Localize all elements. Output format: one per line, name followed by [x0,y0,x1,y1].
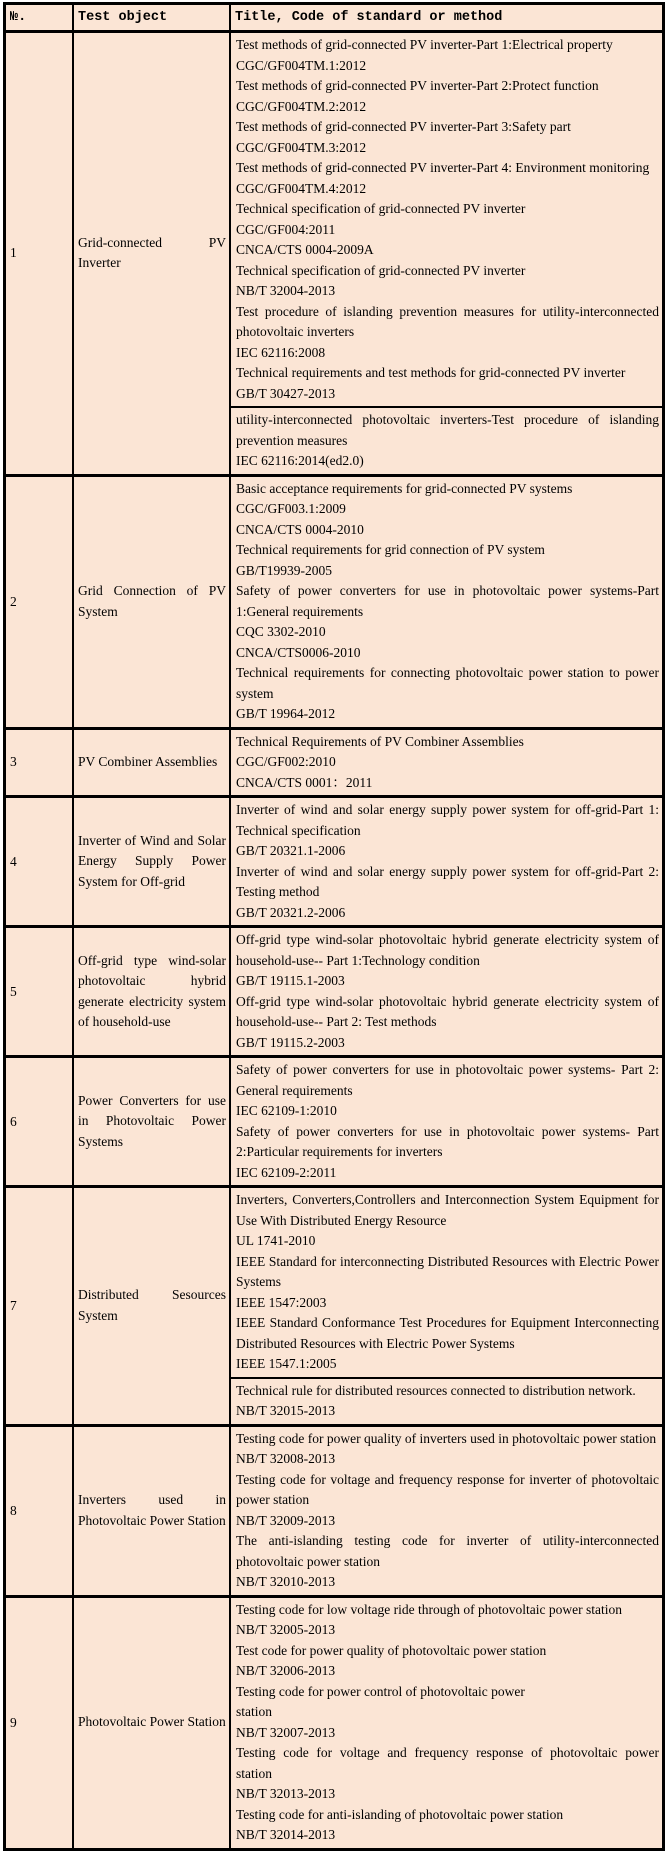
standard-line: IEC 62109-2:2011 [236,1164,337,1180]
standard-line: CGC/GF002:2010 [236,754,336,769]
standard-line: NB/T 32010-2013 [236,1574,336,1589]
standard-line: Safety of power converters for use in photovoltaic power systems-Part 1:General requirements [236,583,659,619]
row-number-cell: 2 [5,475,74,728]
test-object-cell: Grid-connected PV Inverter [73,32,230,476]
standards-cell [230,407,664,475]
test-object-cell: Photovoltaic Power Station [73,1596,230,1849]
standard-line: Inverter of wind and solar energy supply power system for off-grid-Part 1: Technical specification [236,802,659,838]
table-row [5,728,664,797]
standard-line: NB/T 32013-2013 [236,1786,336,1801]
table-row [5,797,664,927]
standard-line: Technical rule for distributed resources connected to distribution network. [236,1382,636,1398]
standards-cell [230,1596,664,1849]
row-number-cell: 8 [5,1425,74,1596]
standard-line: Testing code for voltage and frequency response for inverter of photovoltaic power station [236,1471,659,1507]
standard-line: UL 1741-2010 [236,1233,316,1248]
standards-cell [230,728,664,797]
standard-line: Technical Requirements of PV Combiner Assemblies [236,733,524,749]
standards-table [3,2,665,1851]
standard-line: NB/T 32005-2013 [236,1622,336,1637]
standard-line: Test methods of grid-connected PV inverter-Part 2:Protect function [236,78,599,93]
standard-line: Testing code for low voltage ride through of photovoltaic power station [236,1601,622,1617]
standard-line: utility-interconnected photovoltaic inverters-Test procedure of islanding prevention measures [236,412,659,448]
standards-cell [230,927,664,1057]
standard-line: GB/T 30427-2013 [236,385,336,401]
standard-line: NB/T 32004-2013 [236,283,336,298]
standard-line: CQC 3302-2010 [236,624,326,639]
standard-line: CGC/GF004TM.2:2012 [236,98,367,114]
test-object-cell: PV Combiner Assemblies [73,728,230,797]
standard-line: Safety of power converters for use in photovoltaic power systems- Part 2:Particular requirements for inverters [236,1123,659,1159]
table-row [5,1425,664,1596]
standard-line: Basic acceptance requirements for grid-connected PV systems [236,480,573,496]
table-row [5,927,664,1057]
table-header-row [5,4,664,32]
standard-line: Testing code for power quality of inverters used in photovoltaic power station [236,1430,657,1446]
table-row [5,1057,664,1187]
standards-table-body [5,32,664,1850]
standard-line: IEC 62109-1:2010 [236,1103,337,1118]
standard-line: Off-grid type wind-solar photovoltaic hybrid generate electricity system of household-use-- Part 2: Test methods [236,993,659,1029]
standards-cell [230,32,664,408]
standard-line: GB/T19939-2005 [236,562,332,578]
table-row [5,1596,664,1849]
standard-line: IEC 62116:2008 [236,344,326,360]
standard-line: GB/T 19115.1-2003 [236,973,345,988]
row-number-cell: 9 [5,1596,74,1849]
standard-line: CGC/GF004:2011 [236,221,336,237]
standard-line: IEEE 1547:2003 [236,1294,327,1310]
table-row [5,32,664,408]
standards-document [3,2,665,1851]
standard-line: IEC 62116:2014(ed2.0) [236,453,364,468]
header-test-object: Test object [73,4,230,32]
standards-cell [230,797,664,927]
standard-line: station [236,1704,272,1719]
standards-cell [230,475,664,728]
standard-line: GB/T 19115.2-2003 [236,1034,345,1050]
row-number-cell: 6 [5,1057,74,1187]
test-object-cell: Distributed Sesources System [73,1187,230,1426]
standard-line: CGC/GF004TM.3:2012 [236,139,367,155]
standard-line: NB/T 32006-2013 [236,1663,336,1678]
standard-line: Test code for power quality of photovoltaic power station [236,1642,547,1658]
standard-line: Test procedure of islanding prevention measures for utility-interconnected photovoltaic inverters [236,303,659,339]
standard-line: Test methods of grid-connected PV inverter-Part 1:Electrical property [236,37,613,52]
standard-line: Technical requirements and test methods for grid-connected PV inverter [236,365,626,380]
standard-line: CNCA/CTS 0004-2009A [236,242,374,257]
standard-line: Testing code for voltage and frequency response of photovoltaic power station [236,1745,659,1781]
standard-line: Technical specification of grid-connected PV inverter [236,262,526,278]
standard-line: CGC/GF004TM.4:2012 [236,180,367,196]
standard-line: Technical requirements for grid connection of PV system [236,542,545,557]
row-number-cell: 1 [5,32,74,476]
header-title-code: Title, Code of standard or method [230,4,664,32]
table-row [5,1187,664,1378]
test-object-cell: Grid Connection of PV System [73,475,230,728]
standards-cell [230,1425,664,1596]
standard-line: NB/T 32015-2013 [236,1403,336,1418]
row-number-cell: 5 [5,927,74,1057]
header-no: №. [5,4,74,32]
standard-line: Inverters, Converters,Controllers and Interconnection System Equipment for Use With Distributed Energy Resource [236,1192,659,1228]
standard-line: Inverter of wind and solar energy supply power system for off-grid-Part 2: Testing method [236,863,659,899]
standard-line: NB/T 32008-2013 [236,1451,336,1466]
standards-cell [230,1187,664,1378]
standard-line: CNCA/CTS 0001：2011 [236,774,373,790]
standard-line: IEEE Standard Conformance Test Procedures for Equipment Interconnecting Distributed Resources with Electric Power Systems [236,1315,659,1351]
standard-line: Technical requirements for connecting photovoltaic power station to power system [236,665,659,701]
row-number-cell: 3 [5,728,74,797]
standard-line: Testing code for power control of photovoltaic power [236,1683,525,1699]
table-row [5,475,664,728]
standards-cell [230,1378,664,1426]
standards-cell [230,1057,664,1187]
standard-line: Safety of power converters for use in photovoltaic power systems- Part 2: General requirements [236,1062,659,1098]
standard-line: CGC/GF004TM.1:2012 [236,57,367,73]
test-object-cell: Inverters used in Photovoltaic Power Station [73,1425,230,1596]
standard-line: IEEE Standard for interconnecting Distributed Resources with Electric Power Systems [236,1253,659,1289]
standard-line: NB/T 32014-2013 [236,1827,336,1842]
standard-line: Off-grid type wind-solar photovoltaic hybrid generate electricity system of household-use-- Part 1:Technology condition [236,932,659,968]
standard-line: Test methods of grid-connected PV inverter-Part 4: Environment monitoring [236,160,650,175]
standard-line: CNCA/CTS 0004-2010 [236,521,364,537]
row-number-cell: 7 [5,1187,74,1426]
test-object-cell: Inverter of Wind and Solar Energy Supply Power System for Off-grid [73,797,230,927]
standard-line: IEEE 1547.1:2005 [236,1356,337,1371]
standard-line: CGC/GF003.1:2009 [236,501,346,516]
standard-line: GB/T 19964-2012 [236,706,336,721]
standard-line: The anti-islanding testing code for inverter of utility-interconnected photovoltaic power station [236,1533,659,1569]
standard-line: Technical specification of grid-connected PV inverter [236,201,526,216]
standard-line: GB/T 20321.1-2006 [236,843,346,858]
standard-line: NB/T 32007-2013 [236,1724,336,1740]
standard-line: NB/T 32009-2013 [236,1512,336,1528]
table-header [5,4,664,32]
standard-line: GB/T 20321.2-2006 [236,904,346,920]
standard-line: Testing code for anti-islanding of photovoltaic power station [236,1806,564,1822]
row-number-cell: 4 [5,797,74,927]
standard-line: CNCA/CTS0006-2010 [236,644,361,660]
standard-line: Test methods of grid-connected PV inverter-Part 3:Safety part [236,119,571,134]
test-object-cell: Power Converters for use in Photovoltaic Power Systems [73,1057,230,1187]
test-object-cell: Off-grid type wind-solar photovoltaic hybrid generate electricity system of household-use [73,927,230,1057]
